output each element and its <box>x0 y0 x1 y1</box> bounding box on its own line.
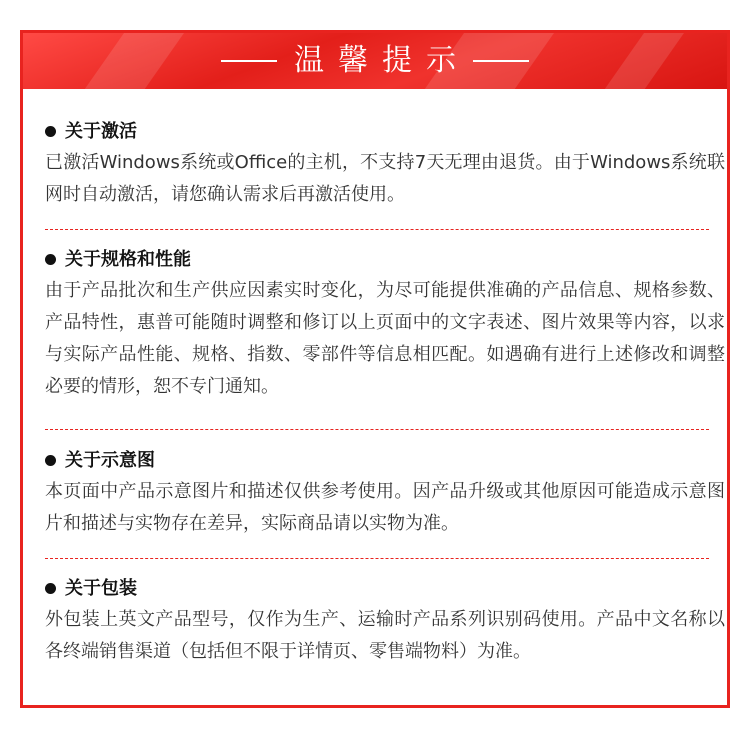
section-activation <box>45 117 725 211</box>
bullet-icon <box>45 583 56 594</box>
section-packaging <box>45 574 725 668</box>
section-illustration <box>45 446 725 540</box>
section-header <box>45 574 725 604</box>
section-specs <box>45 245 725 403</box>
section-header <box>45 117 725 147</box>
title-banner <box>23 33 727 89</box>
section-body: 外包装上英文产品型号，仅作为生产、运输时产品系列识别码使用。产品中文名称以各终端销售渠道（包括但不限于详情页、零售端物料）为准。 <box>45 609 725 662</box>
section-heading: 关于激活 <box>65 121 137 142</box>
section-divider <box>45 558 709 559</box>
section-header <box>45 245 725 275</box>
section-heading: 关于示意图 <box>65 450 155 471</box>
section-heading: 关于规格和性能 <box>65 249 191 270</box>
notice-panel <box>20 30 730 708</box>
section-divider <box>45 229 709 230</box>
section-header <box>45 446 725 476</box>
section-divider <box>45 429 709 430</box>
bullet-icon <box>45 254 56 265</box>
section-body: 本页面中产品示意图片和描述仅供参考使用。因产品升级或其他原因可能造成示意图片和描述与实物存在差异，实际商品请以实物为准。 <box>45 481 725 534</box>
bullet-icon <box>45 455 56 466</box>
bullet-icon <box>45 126 56 137</box>
section-heading: 关于包装 <box>65 578 137 599</box>
banner-title: 温馨提示 <box>294 43 470 78</box>
section-body: 由于产品批次和生产供应因素实时变化，为尽可能提供准确的产品信息、规格参数、产品特性，惠普可能随时调整和修订以上页面中的文字表述、图片效果等内容，以求与实际产品性能、规格、指数、零部件等信息相匹配。如遇确有进行上述修改和调整必要的情形，恕不专门通知。 <box>45 280 725 397</box>
section-body: 已激活Windows系统或Office的主机，不支持7天无理由退货。由于Windows系统联网时自动激活，请您确认需求后再激活使用。 <box>45 152 725 205</box>
